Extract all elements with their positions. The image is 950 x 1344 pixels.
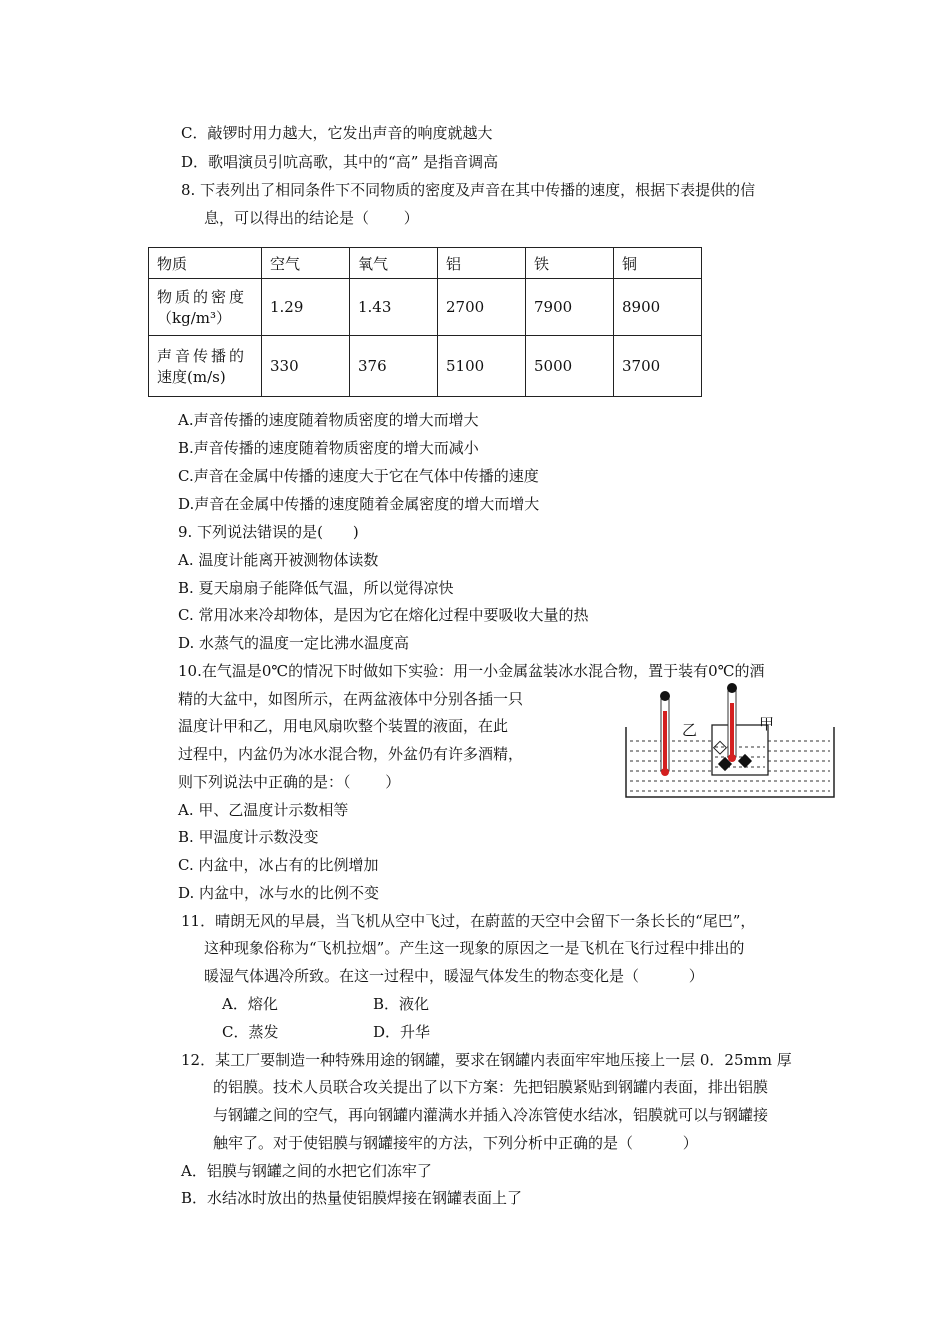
q11-option-d: D．升华: [373, 1023, 431, 1041]
q9-option-a: A. 温度计能离开被测物体读数: [178, 551, 379, 569]
table-cell: 1.29: [262, 279, 350, 336]
q12-option-b: B．水结冰时放出的热量使铝膜焊接在钢罐表面上了: [181, 1189, 523, 1207]
q12-stem-line1: 12．某工厂要制造一种特殊用途的钢罐，要求在钢罐内表面牢牢地压接上一层 0．25mm 厚: [181, 1051, 792, 1069]
table-header-cell: 铁: [526, 248, 614, 279]
density-row-label: [149, 279, 262, 336]
label-jia: 甲: [759, 715, 775, 733]
q9-option-d: D. 水蒸气的温度一定比沸水温度高: [178, 634, 410, 652]
q8-option-b: B.声音传播的速度随着物质密度的增大而减小: [178, 439, 479, 457]
thermometer-jia-bulb: [728, 754, 736, 762]
q7-option-d: D．歌唱演员引吭高歌，其中的“高” 是指音调高: [181, 153, 499, 171]
density-label-line2: （kg/m³）: [157, 309, 231, 327]
table-cell: 330: [262, 336, 350, 397]
q11-option-b: B．液化: [373, 995, 430, 1013]
table-row-density: [149, 279, 702, 336]
density-label-line1: 物质的密度: [157, 288, 248, 306]
label-yi: 乙: [682, 721, 698, 739]
q10-option-b: B. 甲温度计示数没变: [178, 828, 319, 846]
q11-option-a: A．熔化: [222, 995, 278, 1013]
q12-stem-line3: 与钢罐之间的空气，再向钢罐内灌满水并插入冷冻管使水结冰，铝膜就可以与钢罐接: [213, 1106, 769, 1124]
q8-option-d: D.声音在金属中传播的速度随着金属密度的增大而增大: [178, 495, 540, 513]
density-speed-table: [148, 247, 702, 397]
table-cell: 2700: [438, 279, 526, 336]
q7-option-c: C．敲锣时用力越大，它发出声音的响度就越大: [181, 124, 493, 142]
q10-stem-line3: 温度计甲和乙，用电风扇吹整个装置的液面，在此: [178, 717, 509, 735]
table-header-cell: 物质: [149, 248, 262, 279]
speed-row-label: [149, 336, 262, 397]
q8-option-c: C.声音在金属中传播的速度大于它在气体中传播的速度: [178, 467, 539, 485]
table-header-row: [149, 248, 702, 279]
thermometer-yi-bulb: [661, 768, 669, 776]
basin-diagram: [624, 681, 836, 799]
q12-stem-line4: 触牢了。对于使铝膜与钢罐接牢的方法，下列分析中正确的是（ ）: [213, 1134, 698, 1152]
table-cell: 8900: [614, 279, 702, 336]
experiment-figure: [624, 681, 836, 799]
q8-option-a: A.声音传播的速度随着物质密度的增大而增大: [178, 411, 479, 429]
q10-stem-line1: 10.在气温是0℃的情况下时做如下实验：用一小金属盆装冰水混合物，置于装有0℃的酒: [178, 662, 765, 680]
table-cell: 376: [350, 336, 438, 397]
q10-stem-line2: 精的大盆中，如图所示，在两盆液体中分别各插一只: [178, 690, 524, 708]
thermometer-yi-column: [663, 711, 667, 769]
q11-stem-line1: 11．晴朗无风的早晨，当飞机从空中飞过，在蔚蓝的天空中会留下一条长长的“尾巴”，: [181, 912, 756, 930]
q9-stem: 9. 下列说法错误的是( ): [178, 523, 359, 541]
q11-option-c: C．蒸发: [222, 1023, 279, 1041]
thermometer-jia-cap: [727, 683, 737, 693]
table-cell: 7900: [526, 279, 614, 336]
thermometer-jia-column: [730, 703, 734, 755]
table-header-cell: 氧气: [350, 248, 438, 279]
table-cell: 5000: [526, 336, 614, 397]
q10-stem-line5: 则下列说法中正确的是：（ ）: [178, 773, 401, 791]
q9-option-b: B. 夏天扇扇子能降低气温，所以觉得凉快: [178, 579, 454, 597]
table-cell: 3700: [614, 336, 702, 397]
speed-label-line1: 声音传播的: [157, 347, 248, 365]
q12-option-a: A．铝膜与钢罐之间的水把它们冻牢了: [181, 1162, 432, 1180]
table-header-cell: 铝: [438, 248, 526, 279]
table-cell: 1.43: [350, 279, 438, 336]
q10-option-d: D. 内盆中，冰与水的比例不变: [178, 884, 380, 902]
q10-option-c: C. 内盆中，冰占有的比例增加: [178, 856, 379, 874]
q10-stem-line4: 过程中，内盆仍为冰水混合物，外盆仍有许多酒精，: [178, 745, 524, 763]
thermometer-yi-cap: [660, 691, 670, 701]
q9-option-c: C. 常用冰来冷却物体，是因为它在熔化过程中要吸收大量的热: [178, 606, 589, 624]
table-row-speed: [149, 336, 702, 397]
q8-stem-line1: 8. 下表列出了相同条件下不同物质的密度及声音在其中传播的速度，根据下表提供的信: [181, 181, 756, 199]
speed-label-line2: 速度(m/s): [157, 368, 226, 386]
q10-option-a: A. 甲、乙温度计示数相等: [178, 801, 349, 819]
table-cell: 5100: [438, 336, 526, 397]
table-header-cell: 空气: [262, 248, 350, 279]
q12-stem-line2: 的铝膜。技术人员联合攻关提出了以下方案：先把铝膜紧贴到钢罐内表面，排出铝膜: [213, 1078, 769, 1096]
q8-stem-line2: 息，可以得出的结论是（ ）: [204, 209, 419, 227]
table-header-cell: 铜: [614, 248, 702, 279]
q11-stem-line2: 这种现象俗称为“飞机拉烟”。产生这一现象的原因之一是飞机在飞行过程中排出的: [204, 939, 745, 957]
q11-stem-line3: 暖湿气体遇冷所致。在这一过程中，暖湿气体发生的物态变化是（ ）: [204, 967, 704, 985]
